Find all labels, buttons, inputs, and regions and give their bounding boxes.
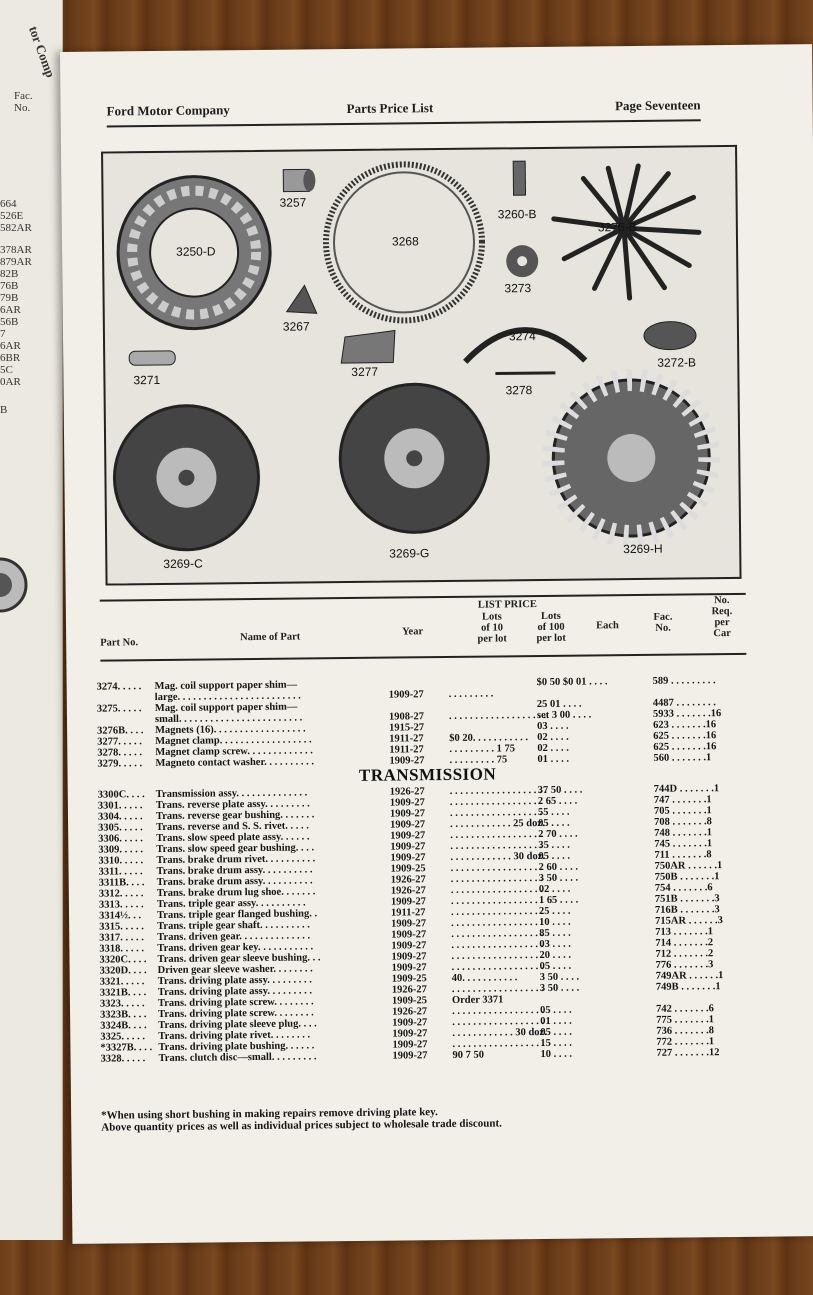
lot-price-cell: . . . . . . . . . . . . . . . . . . xyxy=(450,839,543,852)
part-label: 3269-C xyxy=(163,556,203,571)
lot-price-cell: . . . . . . . . . . . . . . . . . . xyxy=(451,916,544,929)
disc-g-part xyxy=(340,384,490,534)
lot-price-cell: . . . . . . . . . . . . . . . . . . xyxy=(450,828,543,841)
part-number-cell: 3276B. . . . xyxy=(97,725,144,737)
each-price-cell: 3 50 . . . . xyxy=(539,971,580,984)
part-number-cell: 3301. . . . . xyxy=(97,800,143,812)
fac-number-cell: 727 . . . . . . .12 xyxy=(656,1047,720,1059)
year-cell: 1909-27 xyxy=(390,830,426,842)
part-number-cell: 3311. . . . . xyxy=(98,866,143,878)
part-name-cell: Magnet clamp screw. . . . . . . . . . . . . xyxy=(155,745,313,759)
lot-price-cell: 90 7 50 xyxy=(452,1049,485,1061)
col-req xyxy=(704,595,740,639)
left-page-text: 582AR xyxy=(0,222,32,234)
each-price-cell: 10 . . . . xyxy=(539,916,571,929)
lot-price-cell: . . . . . . . . . . . . . . . . . . xyxy=(450,861,543,874)
each-price-cell: 2 65 . . . . xyxy=(537,795,578,808)
fac-number-cell: 623 . . . . . . .16 xyxy=(653,719,717,731)
part-number-cell: 3306. . . . . xyxy=(98,833,143,845)
year-cell: 1909-27 xyxy=(390,841,426,853)
part-name-cell: Trans. driving plate sleeve plug. . . . xyxy=(158,1018,317,1032)
fac-number-cell: 775 . . . . . . .1 xyxy=(656,1014,714,1026)
col-lots10-line: Lots xyxy=(481,611,502,623)
year-cell: 1909-27 xyxy=(389,797,425,809)
lot-price-cell: $0 20. . . . . . . . . . . xyxy=(449,732,529,744)
left-page-text: 82B xyxy=(0,268,19,280)
part-number-cell: 3314½. . . xyxy=(98,910,142,922)
fac-number-cell: 715AR . . . . . .3 xyxy=(655,915,723,927)
lot-price-cell: . . . . . . . . . . . . . . . . . . xyxy=(452,1004,544,1017)
left-page-text: Fac. xyxy=(14,90,33,102)
part-name-cell: Trans. brake drum rivet. . . . . . . . . . xyxy=(156,853,316,867)
year-cell: 1926-27 xyxy=(390,885,426,897)
lot-price-cell: . . . . . . . . . . . . . . . . . . . xyxy=(448,709,547,722)
year-cell: 1909-27 xyxy=(391,962,427,974)
year-cell: 1926-27 xyxy=(389,786,425,798)
year-cell: 1909-27 xyxy=(390,852,426,864)
each-price-cell: 10 . . . . xyxy=(540,1048,573,1061)
part-name-cell: Trans. driving plate screw. . . . . . . . xyxy=(158,1007,314,1021)
fac-number-cell: 776 . . . . . . .3 xyxy=(655,959,714,971)
lot-price-cell: . . . . . . . . . . . . . . . . . . xyxy=(452,1037,545,1050)
fac-number-cell: 747 . . . . . . .1 xyxy=(653,794,712,806)
year-cell: 1909-27 xyxy=(389,755,425,767)
plug-part xyxy=(513,161,525,195)
company-name: Ford Motor Company xyxy=(106,102,230,119)
parts-table-transmission xyxy=(97,761,760,1065)
each-price-cell: set 3 00 . . . . xyxy=(536,709,592,722)
part-number-cell: 3320C. . . . xyxy=(99,954,147,966)
lot-price-cell: . . . . . . . . . . . . 30 doz. xyxy=(452,1026,547,1039)
each-price-cell: 15 . . . . xyxy=(540,1037,572,1050)
col-req-line: Req. xyxy=(711,605,733,618)
part-name-cell: Trans. driven gear sleeve bushing. . . xyxy=(157,952,321,966)
part-name-cell: Trans. reverse and S. S. rivet. . . . . xyxy=(156,820,309,834)
each-price-cell: 55 . . . . xyxy=(537,806,570,819)
fac-number-cell: 749AR . . . . . .1 xyxy=(655,970,724,982)
part-name-cell: Driven gear sleeve washer. . . . . . . . xyxy=(157,963,313,977)
col-lots10-line: of 10 xyxy=(481,622,504,634)
year-cell: 1909-25 xyxy=(391,973,427,985)
fac-number-cell: 754 . . . . . . .6 xyxy=(654,882,713,894)
each-price-cell: 25 01 . . . . xyxy=(536,698,582,711)
each-price-cell: 85 . . . . xyxy=(539,927,571,940)
each-price-cell: 3 50 . . . . xyxy=(538,872,579,885)
fac-number-cell: 750AR . . . . . .1 xyxy=(654,860,723,872)
contact-part xyxy=(644,321,696,350)
part-label: 3277 xyxy=(351,364,379,379)
fac-number-cell: 560 . . . . . . .1 xyxy=(653,752,712,764)
lot-price-cell: . . . . . . . . . . . . . . . . . . xyxy=(449,806,542,819)
year-cell: 1909-27 xyxy=(391,951,427,963)
col-lots10 xyxy=(472,611,512,644)
lot-price-cell: . . . . . . . . . . . . . . . . . . xyxy=(451,938,544,951)
left-page-text: 378AR xyxy=(0,244,32,256)
fac-number-cell: 625 . . . . . . .16 xyxy=(653,741,717,753)
col-lots10-line: per lot xyxy=(477,633,507,645)
part-label: 3272-B xyxy=(657,355,697,370)
part-number-cell: 3275. . . . . xyxy=(96,703,142,715)
lot-price-cell: . . . . . . . . . . . . . . . . . . xyxy=(451,982,544,995)
each-price-cell: 35 . . . . xyxy=(538,839,570,852)
part-name-cell: Transmission assy. . . . . . . . . . . . . . xyxy=(155,787,308,801)
page-header xyxy=(107,97,701,127)
fac-number-cell: 748 . . . . . . .1 xyxy=(654,827,713,839)
year-cell: 1911-27 xyxy=(390,907,426,919)
year-cell: 1926-27 xyxy=(392,1006,428,1018)
part-number-cell: 3325. . . . . xyxy=(100,1031,145,1043)
year-cell: 1909-27 xyxy=(392,1028,428,1040)
fac-number-cell: 716B . . . . . . .3 xyxy=(654,904,720,916)
footnotes xyxy=(101,1103,741,1134)
col-req-line: No. xyxy=(713,595,730,607)
col-fac-line: No. xyxy=(655,622,671,634)
each-price-cell: 05 . . . . xyxy=(540,1026,572,1039)
each-price-cell: 37 50 . . . . xyxy=(537,784,583,797)
clamp-part xyxy=(341,331,395,364)
lot-price-cell: . . . . . . . . . . . . . . . . . . xyxy=(450,894,543,907)
part-number-cell: 3313. . . . . xyxy=(98,899,144,911)
year-cell: 1909-27 xyxy=(388,689,424,701)
lot-price-cell: . . . . . . . . . . . . . . . . . . . xyxy=(449,784,547,797)
part-label: 3267 xyxy=(282,319,310,334)
each-price-cell: 02 . . . . xyxy=(537,731,569,744)
left-page-text: 6BR xyxy=(0,352,21,364)
left-page-text: 0AR xyxy=(0,376,21,388)
catalog-page xyxy=(60,44,813,1244)
part-name-cell: Trans. clutch disc—small. . . . . . . . . xyxy=(158,1051,317,1065)
washer-part xyxy=(506,245,538,277)
col-part-no: Part No. xyxy=(100,637,139,649)
part-label: 3274 xyxy=(508,329,536,344)
left-page-illustration xyxy=(0,530,30,640)
lot-price-cell: . . . . . . . . . . . . . . . . . . xyxy=(450,872,543,885)
part-number-cell: 3328. . . . . xyxy=(100,1053,146,1065)
lot-price-cell: . . . . . . . . . xyxy=(448,688,494,700)
part-label: 3273 xyxy=(504,281,532,296)
left-page-text: B xyxy=(0,404,8,416)
each-price-cell: 01 . . . . xyxy=(537,753,569,766)
col-name: Name of Part xyxy=(240,631,301,644)
left-page-text: 879AR xyxy=(0,256,32,268)
left-page-text: 664 xyxy=(0,198,17,210)
part-number-cell: 3320D. . . . xyxy=(99,965,147,977)
each-price-cell: 05 . . . . xyxy=(538,817,570,830)
triangle-part xyxy=(286,285,316,313)
year-cell: 1909-27 xyxy=(392,1017,428,1029)
col-lots100 xyxy=(528,611,574,644)
part-name-cell: Trans. brake drum assy. . . . . . . . . . xyxy=(156,864,313,878)
part-number-cell: 3310. . . . . xyxy=(98,855,144,867)
left-page-text: 6AR xyxy=(0,304,21,316)
part-name-cell: Trans. triple gear shaft. . . . . . . . . . xyxy=(157,919,310,933)
part-label: 3276-B xyxy=(597,219,637,235)
part-number-cell: 3304. . . . . xyxy=(97,811,143,823)
part-label: 3250-D xyxy=(176,244,216,259)
disc-h-part xyxy=(552,379,710,537)
year-cell: 1926-27 xyxy=(390,874,426,886)
fac-number-cell: 749B . . . . . . .1 xyxy=(655,981,721,993)
part-name-cell: Trans. reverse plate assy. . . . . . . . . xyxy=(155,798,310,812)
pin-part xyxy=(129,351,175,365)
left-page-text: 6AR xyxy=(0,340,21,352)
year-cell: 1915-27 xyxy=(389,722,425,734)
part-number-cell: 3312. . . . . xyxy=(98,888,144,900)
part-name-cell: Trans. driving plate screw. . . . . . . . xyxy=(157,996,314,1010)
part-name-cell: Magnets (16). . . . . . . . . . . . . . . . . . xyxy=(155,723,306,737)
each-price-cell: 20 . . . . xyxy=(539,949,572,962)
part-number-cell: 3279. . . . . xyxy=(97,758,143,770)
col-each: Each xyxy=(595,620,619,632)
part-number-cell: 3317. . . . . xyxy=(99,932,144,944)
col-lots100-line: Lots xyxy=(540,610,561,622)
part-name-cell: Trans. driving plate assy. . . . . . . . . xyxy=(157,985,313,999)
left-page-text: 76B xyxy=(0,280,19,292)
year-cell: 1911-27 xyxy=(389,744,424,756)
part-label: 3268 xyxy=(391,234,419,249)
part-number-cell: 3321. . . . . xyxy=(99,976,145,988)
part-number-cell: 3278. . . . . xyxy=(97,747,143,759)
part-number-cell: 3311B. . . . xyxy=(98,877,145,889)
each-price-cell: 05 . . . . xyxy=(538,850,571,863)
lot-price-cell: . . . . . . . . . . . . . . . . . . xyxy=(451,927,544,940)
fac-number-cell: 711 . . . . . . .8 xyxy=(654,849,712,861)
page-title: Parts Price List xyxy=(346,100,434,117)
fac-number-cell: 705 . . . . . . .1 xyxy=(653,805,712,817)
lot-price-cell: . . . . . . . . . . . . 30 doz. xyxy=(450,850,546,863)
left-page-text: 56B xyxy=(0,316,19,328)
parts-drawing xyxy=(103,147,739,584)
col-lots100-line: per lot xyxy=(536,632,566,645)
part-number-cell: 3321B. . . . xyxy=(99,987,147,999)
part-name-cell: Magnet clamp. . . . . . . . . . . . . . . . . . xyxy=(155,734,312,748)
lot-price-cell: . . . . . . . . . . . . . . . . . . xyxy=(450,905,543,918)
each-price-cell: 02 . . . . xyxy=(538,883,571,896)
lot-price-cell: . . . . . . . . . . . . . . . . . . xyxy=(449,795,542,808)
page-number: Page Seventeen xyxy=(614,97,701,114)
part-label: 3271 xyxy=(133,372,161,388)
part-name-cell: Trans. brake drum assy. . . . . . . . . . xyxy=(156,875,313,889)
left-page-heading: tor Comp xyxy=(25,24,59,80)
footnote: Above quantity prices as well as individual prices subject to wholesale trade discount. xyxy=(101,1117,502,1134)
section-title: TRANSMISSION xyxy=(358,764,497,785)
lot-price-cell: . . . . . . . . . . . . . . . . . . xyxy=(451,960,544,973)
part-number-cell: 3300C. . . . xyxy=(97,789,145,801)
footnote: *When using short bushing in making repairs remove driving plate key. xyxy=(101,1106,438,1122)
year-cell: 1909-25 xyxy=(391,995,428,1007)
year-cell: 1909-27 xyxy=(391,918,427,930)
left-page-edge xyxy=(0,0,63,1240)
left-page-text: 526E xyxy=(0,210,24,222)
lot-price-cell: . . . . . . . . . . . . 25 doz. xyxy=(450,817,545,830)
part-name-cell: Trans. triple gear flanged bushing. . xyxy=(156,908,318,922)
spool-part xyxy=(283,169,315,191)
part-name-cell: Trans. driving plate bushing. . . . . . xyxy=(158,1040,315,1054)
col-req-line: per xyxy=(714,617,730,629)
part-label: 3269-H xyxy=(623,541,663,557)
col-year: Year xyxy=(402,626,424,638)
part-number-cell: 3315. . . . . xyxy=(99,921,144,933)
year-cell: 1926-27 xyxy=(391,984,427,996)
year-cell: 1909-27 xyxy=(391,929,427,941)
col-fac-line: Fac. xyxy=(653,611,673,623)
each-price-cell: 3 50 . . . . xyxy=(539,982,580,995)
each-price-cell: 1 65 . . . . xyxy=(538,894,579,907)
part-name-cell: small. . . . . . . . . . . . . . . . . . . . . . . . xyxy=(154,712,303,726)
disc-c-part xyxy=(114,405,260,551)
fac-number-cell: 742 . . . . . . .6 xyxy=(655,1003,714,1015)
part-number-cell: *3327B. . . . xyxy=(100,1042,153,1054)
fac-number-cell: 713 . . . . . . .1 xyxy=(655,926,714,938)
part-name-cell: Mag. coil support paper shim— xyxy=(154,679,298,693)
parts-table-magneto xyxy=(97,675,758,770)
each-price-cell: 03 . . . . xyxy=(537,720,569,733)
part-name-cell: large. . . . . . . . . . . . . . . . . . . . . . . . xyxy=(154,690,301,704)
part-number-cell: 3277. . . . . xyxy=(97,736,142,748)
year-cell: 1909-27 xyxy=(390,896,426,908)
part-label: 3278 xyxy=(505,383,533,398)
list-price-heading: LIST PRICE xyxy=(477,599,537,611)
part-number-cell: 3305. . . . . xyxy=(98,822,143,834)
col-lots100-line: of 100 xyxy=(537,621,565,634)
year-cell: 1909-27 xyxy=(392,1039,428,1051)
year-cell: 1911-27 xyxy=(389,733,424,745)
part-number-cell: 3324B. . . . xyxy=(100,1020,147,1032)
lot-price-cell: . . . . . . . . . 75 xyxy=(449,754,508,766)
part-name-cell: Trans. brake drum lug shoe. . . . . . . xyxy=(156,886,316,900)
fac-number-cell: 712 . . . . . . .2 xyxy=(655,948,714,960)
fac-number-cell: 744D . . . . . . .1 xyxy=(653,783,720,795)
lot-price-cell: . . . . . . . . . . . . . . . . . . xyxy=(451,949,544,962)
part-label: 3257 xyxy=(279,195,307,210)
part-number-cell: 3274. . . . . xyxy=(96,681,142,693)
part-name-cell: Trans. driving plate rivet. . . . . . . . xyxy=(158,1029,311,1043)
lot-price-cell: . . . . . . . . . . . . . . . . . . xyxy=(450,883,543,896)
part-name-cell: Trans. driving plate assy. . . . . . . . . xyxy=(157,974,312,988)
part-name-cell: Mag. coil support paper shim— xyxy=(154,701,298,715)
table-header xyxy=(100,593,747,662)
fac-number-cell: 751B . . . . . . .3 xyxy=(654,893,720,905)
part-name-cell: Trans. driven gear. . . . . . . . . . . . . . xyxy=(157,930,311,944)
left-page-text: 79B xyxy=(0,292,19,304)
fac-number-cell: 772 . . . . . . .1 xyxy=(656,1036,715,1048)
each-price-cell: 01 . . . . xyxy=(540,1015,572,1028)
fac-number-cell: 708 . . . . . . .8 xyxy=(654,816,712,828)
year-cell: 1909-27 xyxy=(389,808,426,820)
part-number-cell: 3323B. . . . xyxy=(100,1009,147,1021)
year-cell: 1909-27 xyxy=(392,1050,428,1062)
left-page-text: 7 xyxy=(0,328,6,340)
each-price-cell: 02 . . . . xyxy=(537,742,569,755)
part-name-cell: Trans. reverse gear bushing. . . . . . . xyxy=(155,809,315,823)
each-price-cell: 25 . . . . xyxy=(538,905,571,918)
lot-price-cell: . . . . . . . . . . . . . . . . . . xyxy=(452,1015,545,1028)
part-name-cell: Magneto contact washer. . . . . . . . . . xyxy=(155,756,315,770)
lot-price-cell: 40. . . . . . . . . . . xyxy=(451,972,518,984)
fac-number-cell: 750B . . . . . . .1 xyxy=(654,871,720,883)
each-price-cell: $0 50 $0 01 . . . . xyxy=(536,676,608,689)
col-fac xyxy=(648,612,678,634)
year-cell: 1909-27 xyxy=(391,940,427,952)
fac-number-cell: 745 . . . . . . .1 xyxy=(654,838,713,850)
each-price-cell: 2 60 . . . . xyxy=(538,861,578,874)
part-number-cell: 3318. . . . . xyxy=(99,943,145,955)
part-name-cell: Trans. slow speed gear bushing. . . . xyxy=(156,842,315,856)
part-number-cell: 3309. . . . . xyxy=(98,844,144,856)
each-price-cell: 05 . . . . xyxy=(540,1004,572,1017)
fac-number-cell: 625 . . . . . . .16 xyxy=(653,730,717,742)
part-label: 3260-B xyxy=(497,207,537,222)
lot-price-cell: . . . . . . . . . 1 75 xyxy=(449,743,516,755)
part-name-cell: Trans. driven gear key. . . . . . . . . . . xyxy=(157,941,314,955)
fac-number-cell: 5933 . . . . . . .16 xyxy=(652,708,722,720)
year-cell: 1909-27 xyxy=(390,819,426,831)
fac-number-cell: 589 . . . . . . . . . xyxy=(652,675,716,687)
left-page-text: No. xyxy=(14,102,31,114)
left-page-text: 5C xyxy=(0,364,13,376)
part-name-cell: Trans. slow speed plate assy. . . . . . xyxy=(156,831,310,845)
parts-illustration xyxy=(101,145,742,586)
each-price-cell: 03 . . . . xyxy=(539,938,571,951)
part-name-cell: Trans. triple gear assy. . . . . . . . . . xyxy=(156,897,306,911)
fac-number-cell: 736 . . . . . . .8 xyxy=(656,1025,715,1037)
col-req-line: Car xyxy=(713,628,731,640)
fac-number-cell: 714 . . . . . . .2 xyxy=(655,937,714,949)
year-cell: 1908-27 xyxy=(388,711,425,723)
lot-price-cell: Order 3371 xyxy=(451,994,504,1006)
part-label: 3269-G xyxy=(389,546,430,561)
each-price-cell: 2 70 . . . . xyxy=(538,828,578,841)
screw-part xyxy=(495,373,555,374)
year-cell: 1909-25 xyxy=(390,863,426,875)
each-price-cell: 05 . . . . xyxy=(539,960,572,973)
fac-number-cell: 4487 . . . . . . . . xyxy=(652,697,716,709)
part-number-cell: 3323. . . . . xyxy=(99,998,145,1010)
